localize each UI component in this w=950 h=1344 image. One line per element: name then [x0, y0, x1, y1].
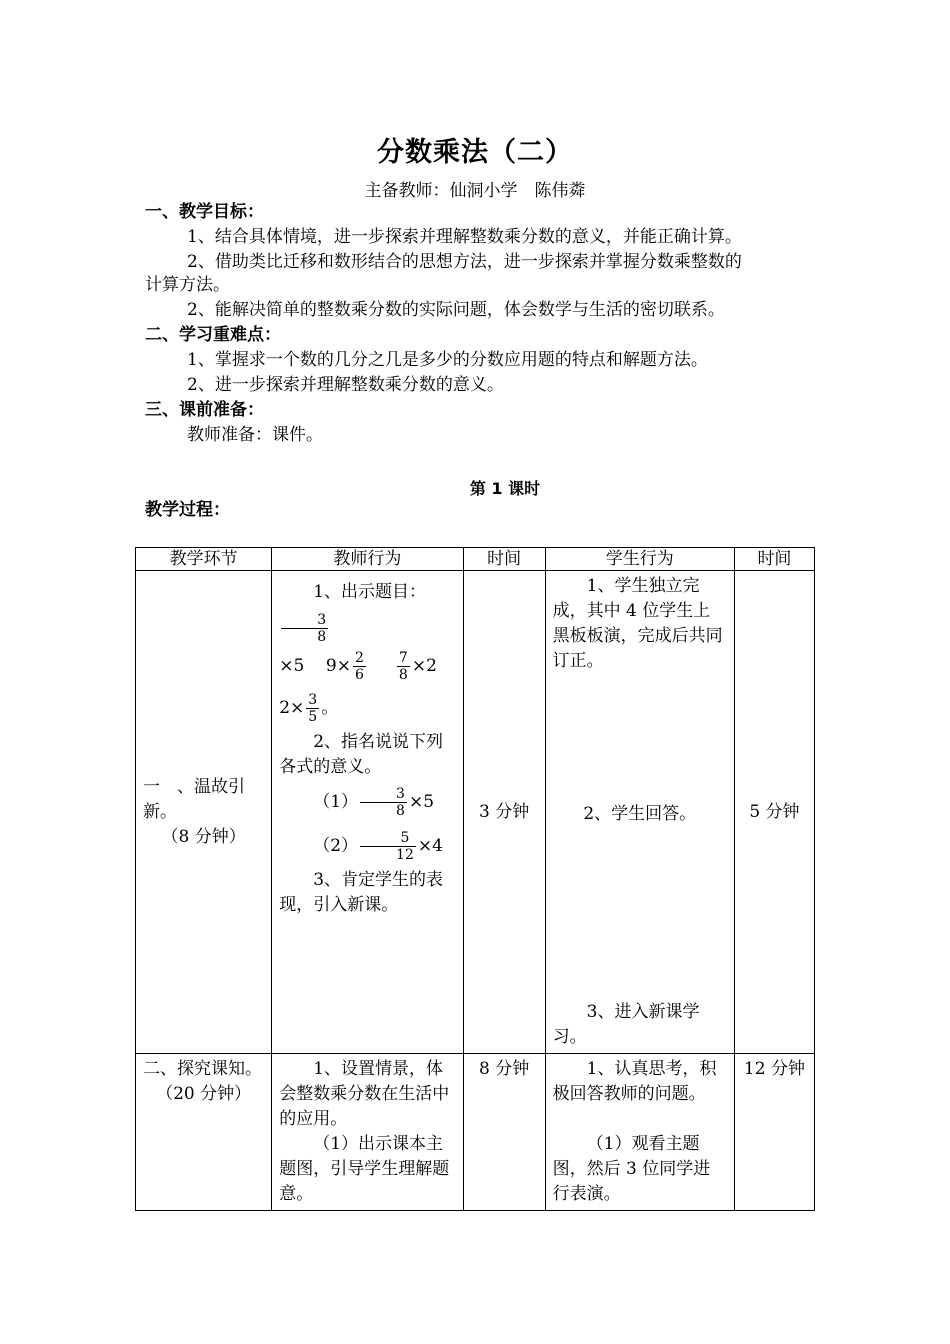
expr-part: 9×	[325, 656, 351, 676]
table-row	[136, 571, 815, 1054]
teacher-step-1-last	[279, 686, 455, 730]
expr-part: 2×	[279, 698, 305, 718]
key-points-heading: 二、学习重难点：	[145, 325, 281, 345]
goal-item-2: 2、借助类比迁移和数形结合的思想方法，进一步探索并掌握分数乘整数的	[187, 252, 742, 272]
stage-label: 二、探究课知。	[143, 1059, 262, 1079]
teacher-step-1: 1、设置情景，体会整数乘分数在生活中的应用。	[279, 1059, 450, 1129]
table-header-row	[136, 548, 815, 571]
denominator: 12	[396, 847, 414, 863]
numerator: 7	[398, 650, 408, 666]
expr-part: ×2	[411, 656, 437, 676]
teacher-step-2a	[279, 780, 455, 824]
stage-duration: （20 分钟）	[156, 1084, 252, 1104]
expr-part: ×4	[417, 836, 443, 856]
header-stage: 教学环节	[136, 548, 272, 571]
teacher-step-3: 3、肯定学生的表现，引入新课。	[279, 870, 444, 915]
teacher-step-2b	[279, 824, 455, 868]
key-point-2: 2、进一步探索并理解整数乘分数的意义。	[187, 375, 504, 395]
process-label: 教学过程：	[145, 500, 230, 520]
expr-label: （2）	[313, 836, 359, 856]
goal-item-2-cont: 计算方法。	[145, 275, 230, 295]
author-line: 主备教师：仙洞小学 陈伟粦	[364, 181, 586, 201]
student-time-cell: 5 分钟	[734, 571, 814, 1054]
denominator: 8	[396, 803, 405, 819]
teacher-step-2: 2、指名说说下列各式的意义。	[279, 732, 444, 777]
student-step-1-sub: （1）观看主题图，然后 3 位同学进行表演。	[552, 1134, 711, 1204]
student-step-2: 2、学生回答。	[583, 804, 697, 824]
lesson-label: 第 1 课时	[469, 479, 541, 498]
fraction	[306, 692, 319, 725]
numerator: 3	[360, 786, 407, 803]
denominator: 8	[398, 667, 408, 683]
stage-label: 一 、温故引新。	[143, 776, 245, 822]
expr-part: ×5	[279, 656, 305, 676]
key-point-1: 1、掌握求一个数的几分之几是多少的分数应用题的特点和解题方法。	[187, 350, 708, 370]
denominator: 6	[354, 667, 364, 683]
student-step-1: 1、认真思考，积极回答教师的问题。	[552, 1059, 717, 1104]
prep-text: 教师准备：课件。	[187, 425, 323, 445]
teacher-action-cell	[272, 1054, 463, 1211]
teacher-action-cell	[272, 571, 463, 1054]
fraction	[281, 612, 328, 645]
header-teacher-time: 时间	[463, 548, 545, 571]
fraction	[360, 830, 416, 863]
stage-duration: （8 分钟）	[161, 826, 246, 847]
numerator: 5	[360, 830, 416, 847]
denominator: 5	[308, 709, 318, 725]
student-step-3: 3、进入新课学习。	[552, 1002, 700, 1047]
teaching-process-table	[135, 547, 815, 1211]
fraction	[353, 650, 366, 683]
stage-cell	[136, 571, 272, 1054]
numerator: 3	[281, 612, 328, 629]
denominator: 8	[317, 629, 327, 645]
table-row	[136, 1054, 815, 1211]
header-student-time: 时间	[734, 548, 814, 571]
numerator: 2	[354, 650, 364, 666]
teacher-step-1	[279, 574, 455, 646]
student-step-1: 1、学生独立完成，其中 4 位学生上黑板板演，完成后共同订正。	[552, 576, 723, 671]
teacher-step-1-sub: （1）出示课本主题图，引导学生理解题意。	[279, 1134, 450, 1204]
goal-item-3: 2、能解决简单的整数乘分数的实际问题，体会数学与生活的密切联系。	[187, 300, 725, 320]
teacher-time-cell: 8 分钟	[463, 1054, 545, 1211]
fraction	[360, 786, 407, 819]
numerator: 3	[308, 692, 318, 708]
stage-cell	[136, 1054, 272, 1211]
header-teacher-action: 教师行为	[272, 548, 463, 571]
student-time-cell: 12 分钟	[734, 1054, 814, 1211]
teacher-time-cell: 3 分钟	[463, 571, 545, 1054]
fraction	[397, 650, 410, 683]
step-1-prefix: 1、出示题目：	[313, 582, 427, 602]
expr-part: ×5	[408, 792, 435, 812]
goals-heading: 一、教学目标：	[145, 202, 264, 222]
student-action-cell	[545, 571, 734, 1054]
document-title: 分数乘法（二）	[377, 137, 573, 168]
expr-label: （1）	[313, 792, 359, 812]
expr-part: 。	[321, 698, 339, 718]
prep-heading: 三、课前准备：	[145, 400, 264, 420]
student-action-cell	[545, 1054, 734, 1211]
teacher-step-1-exprs	[279, 646, 455, 686]
goal-item-1: 1、结合具体情境，进一步探索并理解整数乘分数的意义，并能正确计算。	[187, 227, 742, 247]
header-student-action: 学生行为	[545, 548, 734, 571]
